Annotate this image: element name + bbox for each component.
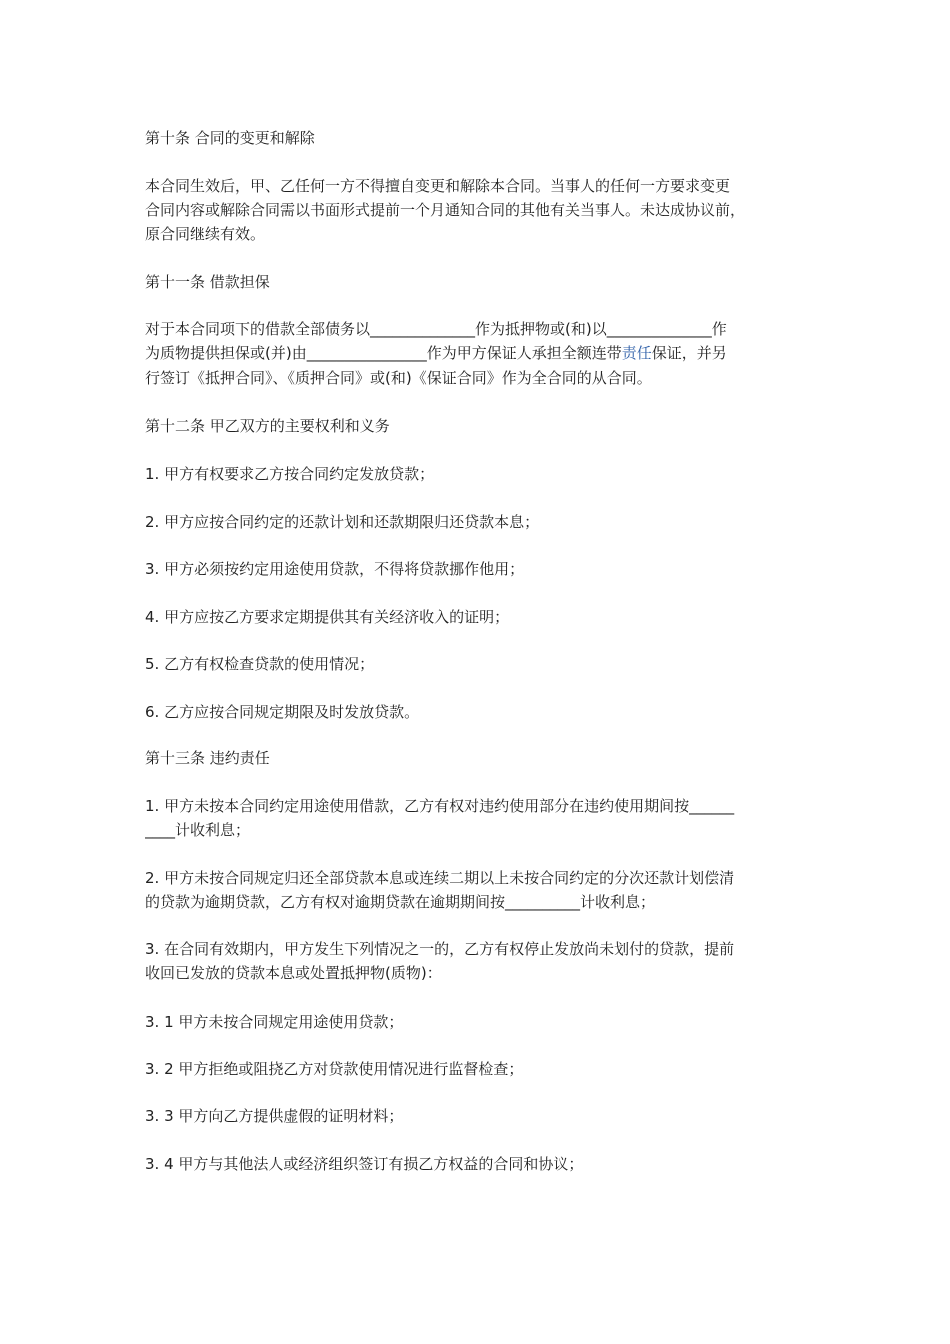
article-11-line-2-text-a: 为质物提供担保或(并)由________________作为甲方保证人承担全额连带 xyxy=(145,344,622,362)
article-13-item-3-4: 3. 4 甲方与其他法人或经济组织签订有损乙方权益的合同和协议； xyxy=(145,1155,584,1173)
article-12-item-3: 3. 甲方必须按约定用途使用贷款，不得将贷款挪作他用； xyxy=(145,560,525,578)
article-11-paragraph-line-2 xyxy=(145,342,810,364)
article-11-paragraph-line-3: 行签订《抵押合同》、《质押合同》或(和)《保证合同》作为全合同的从合同。 xyxy=(145,369,652,387)
article-13-item-3-1: 3. 1 甲方未按合同规定用途使用贷款； xyxy=(145,1013,404,1031)
article-12-item-5: 5. 乙方有权检查贷款的使用情况； xyxy=(145,655,375,673)
article-13-item-2-line-1: 2. 甲方未按合同规定归还全部贷款本息或连续二期以上未按合同约定的分次还款计划偿清 xyxy=(145,869,735,887)
article-13-item-1-line-2: ____计收利息； xyxy=(145,821,251,839)
article-12-title: 第十二条 甲乙双方的主要权利和义务 xyxy=(145,417,390,435)
article-10-title: 第十条 合同的变更和解除 xyxy=(145,129,315,147)
article-12-item-6: 6. 乙方应按合同规定期限及时发放贷款。 xyxy=(145,703,420,721)
article-13-item-2-line-2: 的贷款为逾期贷款，乙方有权对逾期贷款在逾期期间按__________计收利息； xyxy=(145,893,656,911)
article-12-item-1: 1. 甲方有权要求乙方按合同约定发放贷款； xyxy=(145,465,435,483)
responsibility-link[interactable]: 责任 xyxy=(621,344,652,362)
article-10-paragraph-line-3: 原合同继续有效。 xyxy=(145,225,266,243)
article-13-item-3-2: 3. 2 甲方拒绝或阻挠乙方对贷款使用情况进行监督检查； xyxy=(145,1060,524,1078)
article-13-item-3-line-1: 3. 在合同有效期内，甲方发生下列情况之一的，乙方有权停止发放尚未划付的贷款，提前 xyxy=(145,940,735,958)
article-12-item-4: 4. 甲方应按乙方要求定期提供其有关经济收入的证明； xyxy=(145,608,510,626)
article-12-item-2: 2. 甲方应按合同约定的还款计划和还款期限归还贷款本息； xyxy=(145,513,540,531)
article-13-item-1-line-1: 1. 甲方未按本合同约定用途使用借款，乙方有权对违约使用部分在违约使用期间按______ xyxy=(145,797,735,815)
article-13-item-3-3: 3. 3 甲方向乙方提供虚假的证明材料； xyxy=(145,1107,404,1125)
article-13-title: 第十三条 违约责任 xyxy=(145,749,270,767)
article-10-paragraph-line-1: 本合同生效后，甲、乙任何一方不得擅自变更和解除本合同。当事人的任何一方要求变更 xyxy=(145,177,731,195)
article-11-line-2-text-b: 保证，并另 xyxy=(651,344,727,362)
article-10-paragraph-line-2: 合同内容或解除合同需以书面形式提前一个月通知合同的其他有关当事人。未达成协议前， xyxy=(145,201,746,219)
article-11-title: 第十一条 借款担保 xyxy=(145,273,270,291)
article-11-paragraph-line-1: 对于本合同项下的借款全部债务以______________作为抵押物或(和)以______________作 xyxy=(145,320,727,338)
article-13-item-3-line-2: 收回已发放的贷款本息或处置抵押物(质物)： xyxy=(145,964,442,982)
